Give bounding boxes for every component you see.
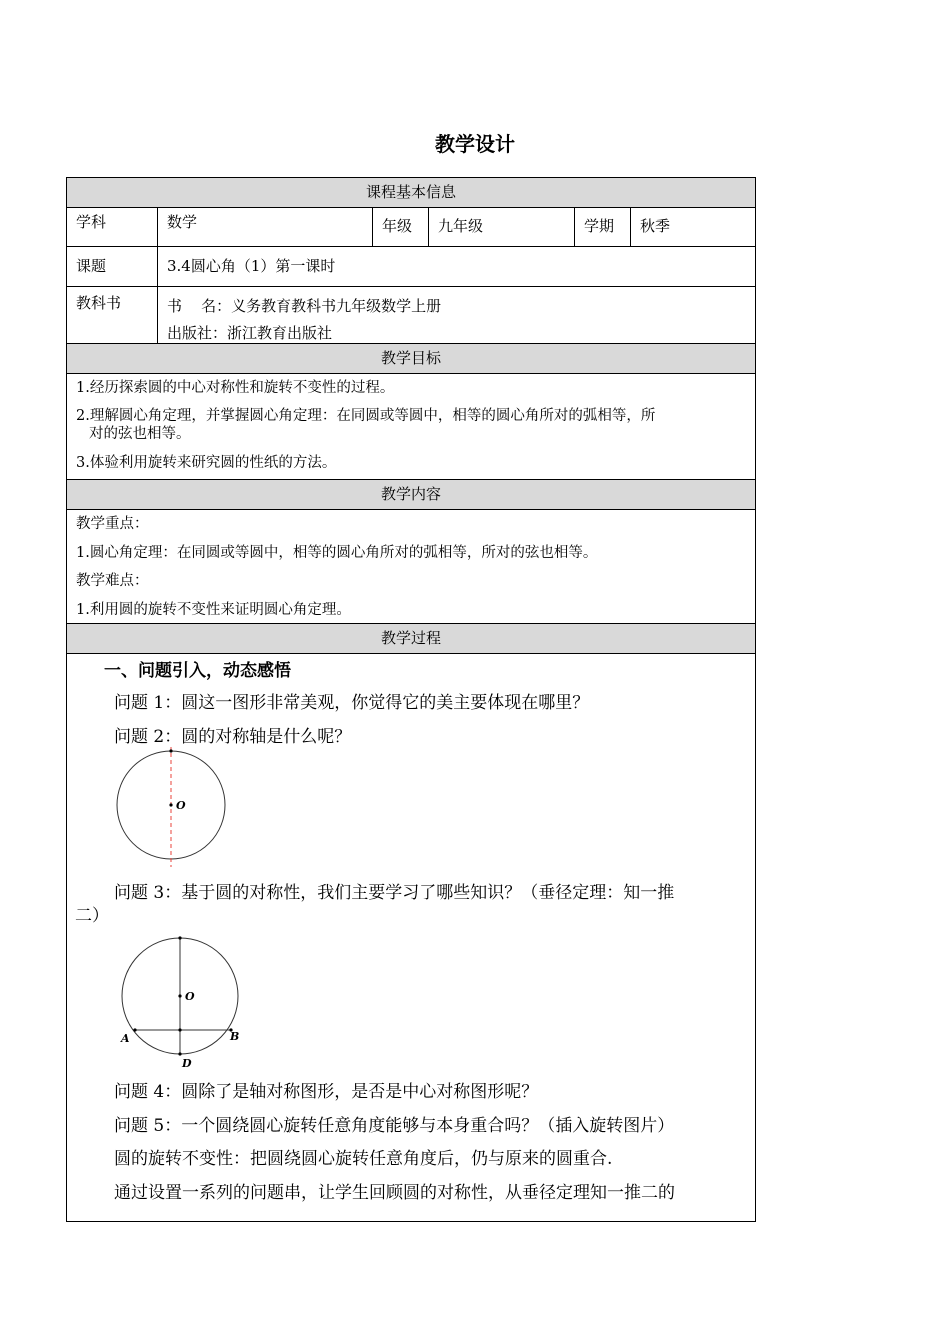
topic-label: 课题 <box>67 247 158 286</box>
point-a <box>133 1028 136 1031</box>
lesson-table <box>66 177 756 1222</box>
center-point <box>178 994 181 997</box>
chord-diameter-figure <box>111 930 251 1070</box>
section-header-basic-info: 课程基本信息 <box>67 178 755 208</box>
textbook-label: 教科书 <box>67 287 158 343</box>
center-label: O <box>176 799 186 812</box>
publisher: 出版社：浙江教育出版社 <box>167 324 333 342</box>
question-5: 问题 5：一个圆绕圆心旋转任意角度能够与本身重合吗？（插入旋转图片） <box>114 1116 675 1136</box>
section-header-objectives: 教学目标 <box>67 344 755 374</box>
section-header-process: 教学过程 <box>67 624 755 654</box>
textbook-value <box>158 287 755 343</box>
center-point <box>169 803 172 806</box>
question-2: 问题 2：圆的对称轴是什么呢？ <box>114 727 352 747</box>
process-summary: 通过设置一系列的问题串，让学生回顾圆的对称性，从垂径定理知一推二的 <box>114 1183 675 1203</box>
question-4: 问题 4：圆除了是轴对称图形，是否是中心对称图形呢？ <box>114 1082 539 1102</box>
objective-2: 2.理解圆心角定理，并掌握圆心角定理：在同圆或等圆中，相等的圆心角所对的弧相等，所 <box>76 408 656 424</box>
book-name: 书 名：义务教育教科书九年级数学上册 <box>167 297 442 315</box>
top-point <box>169 749 172 752</box>
label-a: A <box>121 1032 130 1045</box>
grade-value: 九年级 <box>429 208 575 246</box>
objective-1: 1.经历探索圆的中心对称性和旋转不变性的过程。 <box>76 380 395 396</box>
page-title: 教学设计 <box>435 132 515 156</box>
objective-2-cont: 对的弦也相等。 <box>89 426 191 442</box>
topic-value: 3.4圆心角（1）第一课时 <box>167 257 336 275</box>
top-point <box>178 936 181 939</box>
objective-3: 3.体验利用旋转来研究圆的性纸的方法。 <box>76 455 337 471</box>
question-3-cont: 二） <box>75 906 109 926</box>
process-body <box>67 654 755 1221</box>
point-d <box>178 1052 181 1055</box>
rotation-invariance: 圆的旋转不变性：把圆绕圆心旋转任意角度后，仍与原来的圆重合. <box>114 1149 613 1169</box>
process-heading: 一、问题引入，动态感悟 <box>104 661 291 681</box>
info-row-textbook <box>67 287 755 344</box>
question-1: 问题 1：圆这一图形非常美观，你觉得它的美主要体现在哪里？ <box>114 693 590 713</box>
term-value: 秋季 <box>640 217 671 235</box>
key-points-label: 教学重点： <box>76 516 149 532</box>
difficulty-1: 1.利用圆的旋转不变性来证明圆心角定理。 <box>76 602 351 618</box>
difficulty-label: 教学难点： <box>76 573 149 589</box>
info-row-topic <box>67 247 755 287</box>
subject-value: 数学 <box>158 208 373 246</box>
circle-axis-figure <box>107 747 237 872</box>
section-header-content: 教学内容 <box>67 480 755 510</box>
label-d: D <box>182 1057 192 1070</box>
term-label: 学期 <box>575 208 631 246</box>
info-row-subject <box>67 208 755 247</box>
key-point-1: 1.圆心角定理：在同圆或等圆中，相等的圆心角所对的弧相等，所对的弦也相等。 <box>76 545 598 561</box>
label-b: B <box>230 1030 240 1043</box>
subject-label: 学科 <box>67 208 158 246</box>
center-label: O <box>185 990 195 1003</box>
grade-label: 年级 <box>373 208 429 246</box>
content-body <box>67 510 755 624</box>
objectives-body <box>67 374 755 480</box>
mid-point <box>178 1028 181 1031</box>
question-3: 问题 3：基于圆的对称性，我们主要学习了哪些知识？（垂径定理：知一推 <box>114 883 675 903</box>
